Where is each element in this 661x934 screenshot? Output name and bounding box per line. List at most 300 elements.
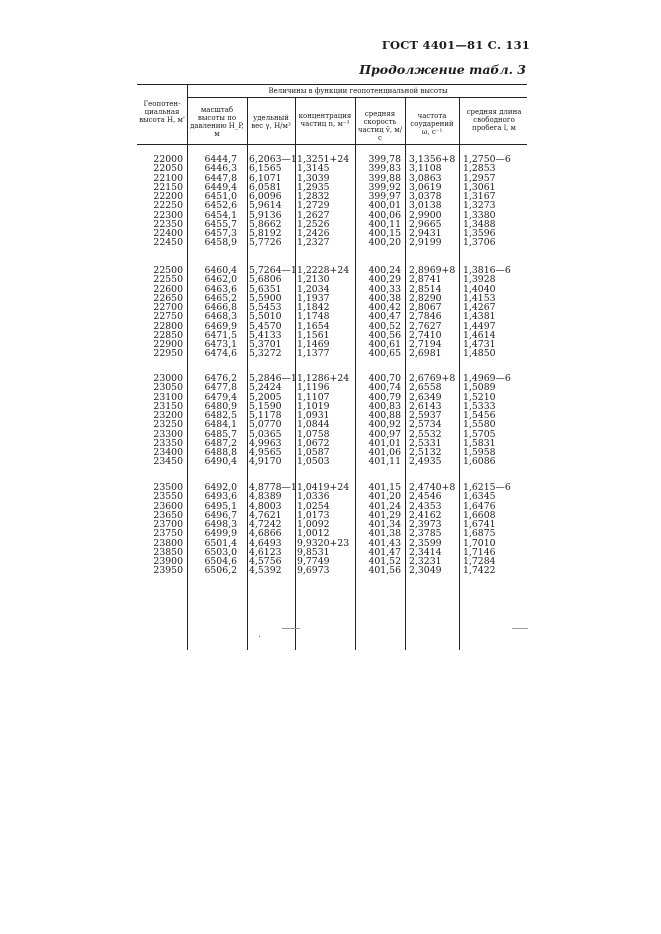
cell-mean-speed: 399,88 xyxy=(368,172,401,184)
cell-free-path: 1,6875 xyxy=(463,528,496,540)
cell-mean-speed: 400,11 xyxy=(368,218,401,230)
cell-height: 23800 xyxy=(153,537,183,549)
cell-height: 22450 xyxy=(153,237,183,249)
cell-specific-weight: 5,1178 xyxy=(249,410,282,421)
cell-specific-weight: 5,9136 xyxy=(249,209,282,221)
cell-specific-weight: 5,2846—1 xyxy=(249,373,297,384)
cell-free-path: 1,7010 xyxy=(463,537,496,549)
cell-scale-height: 6498,3 xyxy=(204,519,237,530)
cell-collision-frequency: 3,0619 xyxy=(409,181,442,193)
cell-height: 22700 xyxy=(153,302,183,313)
cell-free-path: 1,7284 xyxy=(463,556,496,567)
cell-height: 23600 xyxy=(153,500,183,512)
cell-scale-height: 6457,3 xyxy=(204,228,237,239)
cell-mean-speed: 400,01 xyxy=(368,200,401,212)
cell-free-path: 1,5705 xyxy=(463,428,496,440)
cell-specific-weight: 4,9170 xyxy=(249,456,282,468)
cell-collision-frequency: 2,3231 xyxy=(409,556,442,567)
cell-free-path: 1,7422 xyxy=(463,565,496,577)
column-divider xyxy=(247,97,248,650)
cell-height: 22200 xyxy=(153,191,183,202)
cell-specific-weight: 4,9565 xyxy=(249,447,282,458)
cell-mean-speed: 399,83 xyxy=(368,163,401,175)
cell-free-path: 1,2957 xyxy=(463,172,496,184)
cell-specific-weight: 5,8192 xyxy=(249,228,282,239)
cell-scale-height: 6474,6 xyxy=(204,348,237,360)
cell-scale-height: 6447,8 xyxy=(204,172,237,184)
cell-collision-frequency: 2,6769+8 xyxy=(409,373,456,384)
column-divider xyxy=(459,97,460,650)
cell-collision-frequency: 2,8290 xyxy=(409,292,442,304)
cell-concentration: 1,2935 xyxy=(297,181,330,193)
cell-height: 22800 xyxy=(153,320,183,332)
cell-scale-height: 6462,0 xyxy=(204,274,237,286)
group-header: Величины в функции геопотенциальной высоты xyxy=(268,87,448,95)
cell-specific-weight: 5,7264—1 xyxy=(249,265,297,276)
cell-mean-speed: 400,52 xyxy=(368,320,401,332)
cell-scale-height: 6485,7 xyxy=(204,428,237,440)
cell-specific-weight: 5,6351 xyxy=(249,283,282,295)
print-dash xyxy=(282,628,300,629)
cell-collision-frequency: 2,6349 xyxy=(409,391,442,403)
cell-height: 23400 xyxy=(153,447,183,458)
cell-concentration: 1,2729 xyxy=(297,200,330,212)
cell-concentration: 1,1654 xyxy=(297,320,330,332)
cell-height: 23100 xyxy=(153,391,183,403)
cell-mean-speed: 400,74 xyxy=(368,382,401,394)
header-mean-speed: средняя скорость частиц v̄, м/с xyxy=(357,110,403,142)
cell-scale-height: 6476,2 xyxy=(204,373,237,384)
cell-collision-frequency: 2,9900 xyxy=(409,209,442,221)
cell-mean-speed: 400,79 xyxy=(368,391,401,403)
cell-height: 22100 xyxy=(153,172,183,184)
cell-free-path: 1,3380 xyxy=(463,209,496,221)
cell-specific-weight: 6,2063—1 xyxy=(249,154,297,165)
cell-scale-height: 6492,0 xyxy=(204,482,237,493)
cell-mean-speed: 400,92 xyxy=(368,419,401,431)
cell-collision-frequency: 2,4935 xyxy=(409,456,442,468)
cell-specific-weight: 4,8003 xyxy=(249,500,282,512)
cell-free-path: 1,4850 xyxy=(463,348,496,360)
cell-specific-weight: 4,6866 xyxy=(249,528,282,540)
cell-concentration: 1,0758 xyxy=(297,428,330,440)
cell-concentration: 9,6973 xyxy=(297,565,330,577)
cell-collision-frequency: 2,4740+8 xyxy=(409,482,456,493)
cell-scale-height: 6466,8 xyxy=(204,302,237,313)
cell-height: 23650 xyxy=(153,509,183,521)
cell-collision-frequency: 2,7627 xyxy=(409,320,442,332)
cell-mean-speed: 400,97 xyxy=(368,428,401,440)
cell-free-path: 1,7146 xyxy=(463,546,496,558)
cell-free-path: 1,6086 xyxy=(463,456,496,468)
cell-specific-weight: 4,7621 xyxy=(249,509,282,521)
cell-scale-height: 6452,6 xyxy=(204,200,237,212)
cell-mean-speed: 400,38 xyxy=(368,292,401,304)
cell-collision-frequency: 3,1108 xyxy=(409,163,442,175)
cell-height: 22600 xyxy=(153,283,183,295)
cell-free-path: 1,3816—6 xyxy=(463,265,511,276)
cell-specific-weight: 5,0770 xyxy=(249,419,282,431)
cell-specific-weight: 6,1565 xyxy=(249,163,282,175)
cell-height: 22000 xyxy=(153,154,183,165)
cell-scale-height: 6482,5 xyxy=(204,410,237,421)
cell-concentration: 1,1107 xyxy=(297,391,330,403)
cell-collision-frequency: 2,3599 xyxy=(409,537,442,549)
cell-mean-speed: 400,56 xyxy=(368,329,401,341)
cell-mean-speed: 400,65 xyxy=(368,348,401,360)
cell-collision-frequency: 2,8067 xyxy=(409,302,442,313)
cell-free-path: 1,6608 xyxy=(463,509,496,521)
cell-free-path: 1,5958 xyxy=(463,447,496,458)
cell-free-path: 1,5333 xyxy=(463,400,496,412)
cell-free-path: 1,6345 xyxy=(463,491,496,503)
cell-collision-frequency: 3,0378 xyxy=(409,191,442,202)
cell-mean-speed: 400,29 xyxy=(368,274,401,286)
cell-height: 23150 xyxy=(153,400,183,412)
cell-free-path: 1,4969—6 xyxy=(463,373,511,384)
cell-specific-weight: 4,5392 xyxy=(249,565,282,577)
cell-scale-height: 6468,3 xyxy=(204,311,237,323)
cell-concentration: 9,8531 xyxy=(297,546,330,558)
cell-free-path: 1,2750—6 xyxy=(463,154,511,165)
cell-collision-frequency: 2,3049 xyxy=(409,565,442,577)
cell-height: 22900 xyxy=(153,339,183,350)
cell-mean-speed: 401,56 xyxy=(368,565,401,577)
cell-concentration: 1,0672 xyxy=(297,437,330,449)
cell-collision-frequency: 2,9199 xyxy=(409,237,442,249)
cell-concentration: 1,3145 xyxy=(297,163,330,175)
cell-mean-speed: 401,43 xyxy=(368,537,401,549)
column-divider xyxy=(355,97,356,650)
cell-collision-frequency: 2,5937 xyxy=(409,410,442,421)
cell-height: 23200 xyxy=(153,410,183,421)
cell-scale-height: 6449,4 xyxy=(204,181,237,193)
cell-height: 23450 xyxy=(153,456,183,468)
cell-concentration: 1,2228+24 xyxy=(297,265,350,276)
cell-scale-height: 6444,7 xyxy=(204,154,237,165)
cell-scale-height: 6493,6 xyxy=(204,491,237,503)
page-header: ГОСТ 4401—81 С. 131 xyxy=(381,38,530,52)
cell-scale-height: 6469,9 xyxy=(204,320,237,332)
cell-specific-weight: 5,1590 xyxy=(249,400,282,412)
table-top-rule xyxy=(137,84,527,85)
cell-specific-weight: 5,2424 xyxy=(249,382,282,394)
cell-concentration: 9,7749 xyxy=(297,556,330,567)
cell-concentration: 1,2034 xyxy=(297,283,330,295)
cell-mean-speed: 401,06 xyxy=(368,447,401,458)
cell-concentration: 1,1377 xyxy=(297,348,330,360)
cell-concentration: 1,1469 xyxy=(297,339,330,350)
cell-height: 23700 xyxy=(153,519,183,530)
cell-collision-frequency: 2,5132 xyxy=(409,447,442,458)
cell-concentration: 1,2526 xyxy=(297,218,330,230)
cell-concentration: 1,0336 xyxy=(297,491,330,503)
cell-height: 22400 xyxy=(153,228,183,239)
cell-scale-height: 6471,5 xyxy=(204,329,237,341)
cell-free-path: 1,4614 xyxy=(463,329,496,341)
cell-concentration: 1,1196 xyxy=(297,382,330,394)
cell-scale-height: 6454,1 xyxy=(204,209,237,221)
cell-specific-weight: 5,3701 xyxy=(249,339,282,350)
cell-concentration: 1,0173 xyxy=(297,509,330,521)
cell-collision-frequency: 2,4162 xyxy=(409,509,442,521)
cell-collision-frequency: 2,4353 xyxy=(409,500,442,512)
cell-collision-frequency: 2,3785 xyxy=(409,528,442,540)
cell-free-path: 1,6215—6 xyxy=(463,482,511,493)
cell-specific-weight: 5,0365 xyxy=(249,428,282,440)
cell-mean-speed: 400,47 xyxy=(368,311,401,323)
cell-collision-frequency: 2,7410 xyxy=(409,329,442,341)
cell-specific-weight: 4,7242 xyxy=(249,519,282,530)
cell-scale-height: 6501,4 xyxy=(204,537,237,549)
cell-specific-weight: 5,5900 xyxy=(249,292,282,304)
cell-scale-height: 6446,3 xyxy=(204,163,237,175)
cell-scale-height: 6479,4 xyxy=(204,391,237,403)
cell-specific-weight: 4,6493 xyxy=(249,537,282,549)
cell-height: 22850 xyxy=(153,329,183,341)
print-mark: . xyxy=(258,630,261,640)
cell-height: 22050 xyxy=(153,163,183,175)
cell-concentration: 1,2327 xyxy=(297,237,330,249)
cell-mean-speed: 400,88 xyxy=(368,410,401,421)
cell-concentration: 1,0419+24 xyxy=(297,482,350,493)
cell-concentration: 1,1748 xyxy=(297,311,330,323)
cell-free-path: 1,3488 xyxy=(463,218,496,230)
cell-collision-frequency: 2,9665 xyxy=(409,218,442,230)
cell-collision-frequency: 3,0863 xyxy=(409,172,442,184)
cell-free-path: 1,4040 xyxy=(463,283,496,295)
data-table xyxy=(137,84,527,650)
cell-mean-speed: 401,29 xyxy=(368,509,401,521)
cell-height: 22650 xyxy=(153,292,183,304)
cell-free-path: 1,4731 xyxy=(463,339,496,350)
cell-concentration: 1,0012 xyxy=(297,528,330,540)
cell-mean-speed: 401,15 xyxy=(368,482,401,493)
cell-scale-height: 6490,4 xyxy=(204,456,237,468)
cell-concentration: 1,1842 xyxy=(297,302,330,313)
cell-specific-weight: 5,4570 xyxy=(249,320,282,332)
cell-free-path: 1,4497 xyxy=(463,320,496,332)
cell-collision-frequency: 2,4546 xyxy=(409,491,442,503)
cell-height: 22250 xyxy=(153,200,183,212)
cell-concentration: 1,0092 xyxy=(297,519,330,530)
cell-scale-height: 6487,2 xyxy=(204,437,237,449)
cell-concentration: 1,0587 xyxy=(297,447,330,458)
cell-specific-weight: 6,0096 xyxy=(249,191,282,202)
cell-height: 22150 xyxy=(153,181,183,193)
cell-concentration: 1,0254 xyxy=(297,500,330,512)
cell-mean-speed: 400,42 xyxy=(368,302,401,313)
header-collision-frequency: частота соударений ω, с⁻¹ xyxy=(410,112,454,136)
cell-collision-frequency: 2,9431 xyxy=(409,228,442,239)
cell-height: 22300 xyxy=(153,209,183,221)
cell-height: 23900 xyxy=(153,556,183,567)
cell-concentration: 1,1286+24 xyxy=(297,373,350,384)
header-specific-weight: удельный вес γ, Н/м³ xyxy=(251,114,291,130)
cell-free-path: 1,3928 xyxy=(463,274,496,286)
cell-specific-weight: 4,8778—1 xyxy=(249,482,297,493)
cell-scale-height: 6484,1 xyxy=(204,419,237,431)
cell-height: 23850 xyxy=(153,546,183,558)
cell-collision-frequency: 2,5532 xyxy=(409,428,442,440)
cell-concentration: 1,1019 xyxy=(297,400,330,412)
cell-collision-frequency: 2,8514 xyxy=(409,283,442,295)
cell-collision-frequency: 2,6143 xyxy=(409,400,442,412)
cell-height: 23500 xyxy=(153,482,183,493)
cell-free-path: 1,5580 xyxy=(463,419,496,431)
cell-mean-speed: 399,97 xyxy=(368,191,401,202)
cell-collision-frequency: 2,3973 xyxy=(409,519,442,530)
cell-scale-height: 6455,7 xyxy=(204,218,237,230)
cell-specific-weight: 4,8389 xyxy=(249,491,282,503)
cell-mean-speed: 400,06 xyxy=(368,209,401,221)
cell-free-path: 1,5456 xyxy=(463,410,496,421)
cell-specific-weight: 4,5756 xyxy=(249,556,282,567)
cell-height: 23050 xyxy=(153,382,183,394)
header-height: Геопотен-циальная высота H, м' xyxy=(139,100,185,124)
cell-height: 23750 xyxy=(153,528,183,540)
cell-specific-weight: 5,4133 xyxy=(249,329,282,341)
header-scale-height: масштаб высоты по давлению H_P, м xyxy=(190,106,244,138)
cell-specific-weight: 5,2005 xyxy=(249,391,282,403)
cell-collision-frequency: 2,6981 xyxy=(409,348,442,360)
cell-mean-speed: 401,34 xyxy=(368,519,401,530)
cell-mean-speed: 400,70 xyxy=(368,373,401,384)
cell-free-path: 1,3061 xyxy=(463,181,496,193)
cell-mean-speed: 401,47 xyxy=(368,546,401,558)
cell-mean-speed: 400,20 xyxy=(368,237,401,249)
cell-specific-weight: 5,3272 xyxy=(249,348,282,360)
cell-scale-height: 6458,9 xyxy=(204,237,237,249)
header-bottom-rule xyxy=(137,144,527,145)
cell-collision-frequency: 2,5331 xyxy=(409,437,442,449)
cell-mean-speed: 400,33 xyxy=(368,283,401,295)
cell-concentration: 1,1561 xyxy=(297,329,330,341)
cell-specific-weight: 5,8662 xyxy=(249,218,282,230)
cell-collision-frequency: 2,8741 xyxy=(409,274,442,286)
cell-height: 23250 xyxy=(153,419,183,431)
cell-scale-height: 6495,1 xyxy=(204,500,237,512)
cell-specific-weight: 5,7726 xyxy=(249,237,282,249)
cell-specific-weight: 5,9614 xyxy=(249,200,282,212)
cell-mean-speed: 399,92 xyxy=(368,181,401,193)
cell-mean-speed: 401,11 xyxy=(368,456,401,468)
cell-scale-height: 6465,2 xyxy=(204,292,237,304)
cell-concentration: 1,2627 xyxy=(297,209,330,221)
cell-specific-weight: 5,5453 xyxy=(249,302,282,313)
cell-mean-speed: 401,38 xyxy=(368,528,401,540)
cell-concentration: 1,0503 xyxy=(297,456,330,468)
cell-concentration: 1,0844 xyxy=(297,419,330,431)
cell-specific-weight: 4,9963 xyxy=(249,437,282,449)
cell-height: 22500 xyxy=(153,265,183,276)
cell-collision-frequency: 2,5734 xyxy=(409,419,442,431)
cell-free-path: 1,3706 xyxy=(463,237,496,249)
column-divider xyxy=(405,97,406,650)
cell-collision-frequency: 2,7194 xyxy=(409,339,442,350)
cell-mean-speed: 400,61 xyxy=(368,339,401,350)
cell-specific-weight: 4,6123 xyxy=(249,546,282,558)
cell-free-path: 1,3167 xyxy=(463,191,496,202)
cell-scale-height: 6480,9 xyxy=(204,400,237,412)
cell-height: 22750 xyxy=(153,311,183,323)
cell-scale-height: 6504,6 xyxy=(204,556,237,567)
cell-free-path: 1,6741 xyxy=(463,519,496,530)
cell-mean-speed: 399,78 xyxy=(368,154,401,165)
cell-scale-height: 6499,9 xyxy=(204,528,237,540)
cell-specific-weight: 5,5010 xyxy=(249,311,282,323)
cell-concentration: 9,9320+23 xyxy=(297,537,350,549)
cell-free-path: 1,2853 xyxy=(463,163,496,175)
cell-height: 23950 xyxy=(153,565,183,577)
cell-collision-frequency: 2,8969+8 xyxy=(409,265,456,276)
cell-height: 22550 xyxy=(153,274,183,286)
cell-mean-speed: 400,24 xyxy=(368,265,401,276)
cell-collision-frequency: 2,3414 xyxy=(409,546,442,558)
cell-scale-height: 6503,0 xyxy=(204,546,237,558)
cell-concentration: 1,2130 xyxy=(297,274,330,286)
header-free-path: средняя длина свободного пробега l, м xyxy=(466,108,522,132)
cell-free-path: 1,5831 xyxy=(463,437,496,449)
cell-mean-speed: 401,52 xyxy=(368,556,401,567)
cell-specific-weight: 6,0581 xyxy=(249,181,282,193)
cell-height: 23550 xyxy=(153,491,183,503)
cell-mean-speed: 400,83 xyxy=(368,400,401,412)
cell-free-path: 1,3273 xyxy=(463,200,496,212)
cell-height: 23350 xyxy=(153,437,183,449)
cell-mean-speed: 401,20 xyxy=(368,491,401,503)
cell-free-path: 1,6476 xyxy=(463,500,496,512)
cell-free-path: 1,4381 xyxy=(463,311,496,323)
cell-scale-height: 6496,7 xyxy=(204,509,237,521)
cell-scale-height: 6473,1 xyxy=(204,339,237,350)
cell-concentration: 1,2832 xyxy=(297,191,330,202)
column-divider xyxy=(187,84,188,650)
cell-height: 22950 xyxy=(153,348,183,360)
cell-free-path: 1,4153 xyxy=(463,292,496,304)
cell-concentration: 1,2426 xyxy=(297,228,330,239)
cell-free-path: 1,3596 xyxy=(463,228,496,239)
header-concentration: концентрация частиц n, м⁻³ xyxy=(298,112,352,128)
cell-concentration: 1,0931 xyxy=(297,410,330,421)
cell-specific-weight: 6,1071 xyxy=(249,172,282,184)
cell-free-path: 1,4267 xyxy=(463,302,496,313)
cell-concentration: 1,3039 xyxy=(297,172,330,184)
cell-mean-speed: 400,15 xyxy=(368,228,401,239)
cell-scale-height: 6463,6 xyxy=(204,283,237,295)
cell-mean-speed: 401,24 xyxy=(368,500,401,512)
cell-collision-frequency: 2,7846 xyxy=(409,311,442,323)
cell-scale-height: 6451,0 xyxy=(204,191,237,202)
cell-height: 23000 xyxy=(153,373,183,384)
group-header-rule xyxy=(187,97,527,98)
cell-scale-height: 6477,8 xyxy=(204,382,237,394)
print-dash xyxy=(512,628,528,629)
cell-scale-height: 6488,8 xyxy=(204,447,237,458)
cell-collision-frequency: 2,6558 xyxy=(409,382,442,394)
cell-concentration: 1,3251+24 xyxy=(297,154,350,165)
cell-scale-height: 6460,4 xyxy=(204,265,237,276)
cell-specific-weight: 5,6806 xyxy=(249,274,282,286)
table-continuation-title: Продолжение табл. 3 xyxy=(359,62,526,77)
cell-free-path: 1,5210 xyxy=(463,391,496,403)
cell-free-path: 1,5089 xyxy=(463,382,496,394)
cell-mean-speed: 401,01 xyxy=(368,437,401,449)
cell-height: 22350 xyxy=(153,218,183,230)
cell-height: 23300 xyxy=(153,428,183,440)
cell-collision-frequency: 3,1356+8 xyxy=(409,154,456,165)
cell-scale-height: 6506,2 xyxy=(204,565,237,577)
